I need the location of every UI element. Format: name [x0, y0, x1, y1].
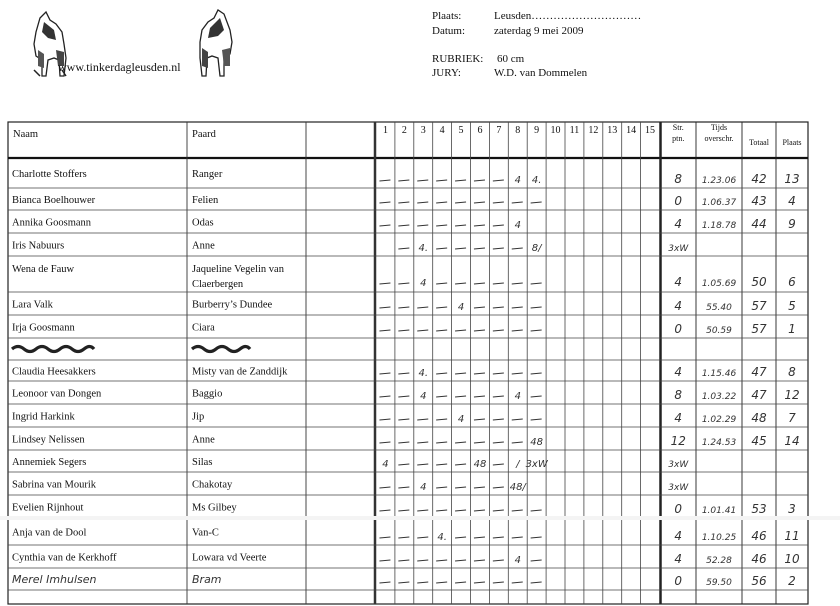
total-score: 57: [751, 322, 767, 336]
penalty-points: 12: [670, 434, 686, 448]
column-header-paard: Paard: [192, 129, 216, 140]
time-overrun: 50.59: [706, 326, 732, 336]
score-dash: [398, 248, 409, 249]
website-url: www.tinkerdagleusden.nl: [58, 60, 181, 74]
score-mark: 8/: [531, 243, 542, 254]
score-dash: [436, 373, 447, 374]
score-dash: [379, 202, 390, 203]
score-dash: [398, 396, 409, 397]
column-header-tijds: Tijds: [710, 123, 728, 132]
total-score: 42: [751, 172, 767, 186]
score-dash: [474, 560, 485, 561]
total-score: 56: [751, 574, 767, 588]
score-mark: 4: [514, 555, 521, 566]
plaats-label: Plaats:: [432, 10, 462, 22]
penalty-points: 3xW: [668, 483, 689, 493]
horse-name: Lowara vd Veerte: [192, 552, 267, 564]
score-dash: [474, 202, 485, 203]
placing: 7: [788, 411, 796, 425]
rider-name: Irja Goosmann: [12, 322, 75, 334]
score-dash: [417, 307, 428, 308]
score-dash: [474, 330, 485, 331]
total-score: 47: [751, 388, 767, 402]
score-dash: [436, 464, 447, 465]
score-dash: [436, 396, 447, 397]
sheet-gap: [0, 516, 840, 520]
placing: 8: [788, 365, 796, 379]
scribbled-horse: [192, 347, 250, 352]
rider-name: Charlotte Stoffers: [12, 169, 87, 180]
horse-name: Ciara: [192, 322, 215, 334]
score-dash: [398, 373, 409, 374]
horse-name: Odas: [192, 217, 214, 229]
rubriek-label: RUBRIEK:: [432, 53, 484, 65]
total-score: 44: [751, 217, 767, 231]
penalty-points: 8: [674, 172, 683, 186]
score-dash: [436, 560, 447, 561]
obstacle-number: 13: [607, 125, 618, 136]
obstacle-number: 4: [439, 125, 445, 136]
rider-name: Anja van de Dool: [12, 527, 87, 539]
column-header-ptn: ptn.: [672, 134, 685, 143]
score-dash: [493, 419, 504, 420]
score-dash: [417, 419, 428, 420]
obstacle-number: 11: [569, 125, 580, 136]
horse-name: Jaqueline Vegelin van: [192, 264, 284, 275]
score-dash: [493, 307, 504, 308]
jury-value: W.D. van Dommelen: [494, 67, 588, 79]
time-overrun: 1.01.41: [701, 506, 737, 516]
score-dash: [455, 225, 466, 226]
obstacle-number: 2: [401, 125, 407, 136]
score-dash: [379, 180, 390, 181]
score-dash: [474, 225, 485, 226]
rider-name: Iris Nabuurs: [12, 240, 65, 252]
score-dash: [455, 283, 466, 284]
time-overrun: 1.05.69: [701, 279, 737, 289]
penalty-points: 3xW: [668, 244, 689, 254]
rider-name: Annika Goosmann: [12, 217, 92, 229]
rider-name: Cynthia van de Kerkhoff: [12, 552, 117, 564]
rider-name: Sabrina van Mourik: [12, 479, 96, 491]
score-dash: [531, 202, 542, 203]
score-dash: [512, 248, 523, 249]
penalty-points: 0: [674, 502, 683, 516]
score-dash: [379, 373, 390, 374]
score-dash: [379, 330, 390, 331]
score-dash: [455, 373, 466, 374]
score-dash: [493, 248, 504, 249]
score-mark: 4.: [531, 175, 542, 186]
score-dash: [398, 225, 409, 226]
horse-name: Ms Gilbey: [192, 502, 237, 514]
score-dash: [417, 180, 428, 181]
score-dash: [417, 330, 428, 331]
rider-name: Ingrid Harkink: [12, 411, 75, 423]
score-dash: [455, 330, 466, 331]
table-border: [8, 122, 808, 604]
score-dash: [493, 202, 504, 203]
score-dash: [512, 307, 523, 308]
penalty-points: 4: [674, 217, 683, 231]
time-overrun: 1.10.25: [701, 533, 737, 543]
score-dash: [436, 202, 447, 203]
score-dash: [493, 560, 504, 561]
time-overrun: 52.28: [706, 556, 732, 566]
score-dash: [531, 373, 542, 374]
score-dash: [493, 180, 504, 181]
score-mark: 3xW: [525, 459, 548, 470]
score-mark: 48/: [509, 482, 526, 493]
score-dash: [436, 225, 447, 226]
score-dash: [474, 442, 485, 443]
horse-name: Jip: [192, 411, 205, 423]
rider-name: Bianca Boelhouwer: [12, 195, 96, 206]
score-dash: [398, 307, 409, 308]
score-dash: [379, 396, 390, 397]
score-mark: /: [516, 459, 520, 470]
placing: 14: [784, 434, 800, 448]
score-dash: [436, 510, 447, 511]
score-dash: [398, 537, 409, 538]
rider-name: Lara Valk: [12, 299, 53, 311]
score-dash: [493, 225, 504, 226]
time-overrun: 1.06.37: [701, 198, 737, 208]
rider-name: Wena de Fauw: [12, 264, 75, 275]
score-dash: [512, 330, 523, 331]
rider-name: Leonoor van Dongen: [12, 388, 102, 400]
score-dash: [474, 396, 485, 397]
score-dash: [455, 487, 466, 488]
penalty-points: 4: [674, 365, 683, 379]
horse-name: Van-C: [192, 527, 219, 539]
column-header-str: Str.: [672, 123, 684, 132]
penalty-points: 4: [674, 529, 683, 543]
scribbled-name: [12, 347, 94, 352]
score-dash: [379, 283, 390, 284]
score-dash: [474, 248, 485, 249]
score-dash: [474, 419, 485, 420]
score-dash: [417, 560, 428, 561]
obstacle-number: 12: [588, 125, 599, 136]
score-dash: [436, 487, 447, 488]
score-dash: [531, 307, 542, 308]
score-dash: [455, 180, 466, 181]
score-dash: [398, 560, 409, 561]
placing: 9: [788, 217, 796, 231]
time-overrun: 55.40: [706, 303, 732, 313]
score-dash: [493, 510, 504, 511]
score-dash: [455, 510, 466, 511]
column-header-naam: Naam: [13, 129, 39, 140]
horse-name: Felien: [192, 195, 219, 206]
score-dash: [379, 510, 390, 511]
horse-name: Burberry’s Dundee: [192, 299, 273, 311]
score-mark: 4: [420, 482, 427, 493]
rider-name: Claudia Heesakkers: [12, 366, 96, 378]
total-score: 46: [751, 552, 767, 566]
placing: 12: [784, 388, 800, 402]
score-dash: [512, 202, 523, 203]
score-dash: [379, 307, 390, 308]
placing: 5: [788, 299, 796, 313]
score-mark: 4: [457, 302, 465, 313]
score-dash: [455, 202, 466, 203]
score-dash: [493, 464, 504, 465]
score-dash: [398, 283, 409, 284]
score-dash: [455, 396, 466, 397]
score-dash: [398, 180, 409, 181]
horse-name: Bram: [192, 573, 222, 586]
rider-name: Annemiek Segers: [12, 457, 87, 468]
score-dash: [417, 442, 428, 443]
horse-name: Chakotay: [192, 479, 233, 491]
score-dash: [493, 330, 504, 331]
horse-name: Baggio: [192, 388, 223, 400]
score-dash: [512, 510, 523, 511]
datum-value: zaterdag 9 mei 2009: [494, 25, 584, 37]
placing: 3: [788, 502, 796, 516]
horse-name: Anne: [192, 434, 215, 446]
horse-name: Ranger: [192, 169, 223, 180]
rider-name: Merel Imhulsen: [12, 573, 97, 586]
rubriek-value: 60 cm: [497, 53, 525, 65]
score-dash: [531, 283, 542, 284]
score-dash: [455, 560, 466, 561]
time-overrun: 1.24.53: [701, 438, 737, 448]
column-header-plaats: Plaats: [782, 138, 802, 147]
score-dash: [417, 537, 428, 538]
score-mark: 4: [514, 220, 521, 231]
score-dash: [493, 283, 504, 284]
score-dash: [455, 464, 466, 465]
score-dash: [379, 442, 390, 443]
score-dash: [531, 560, 542, 561]
placing: 1: [788, 322, 796, 336]
obstacle-number: 3: [420, 125, 426, 136]
score-dash: [455, 582, 466, 583]
score-dash: [398, 442, 409, 443]
penalty-points: 4: [674, 299, 683, 313]
penalty-points: 4: [674, 275, 683, 289]
time-overrun: 1.02.29: [701, 415, 737, 425]
time-overrun: 59.50: [706, 578, 732, 588]
plaats-value: Leusden…………………………: [494, 10, 642, 22]
total-score: 57: [751, 299, 767, 313]
obstacle-number: 7: [496, 125, 502, 136]
placing: 4: [788, 194, 796, 208]
score-mark: 4: [457, 414, 465, 425]
jury-label: JURY:: [432, 67, 461, 79]
score-dash: [436, 442, 447, 443]
penalty-points: 0: [674, 322, 683, 336]
score-dash: [531, 396, 542, 397]
rider-name: Evelien Rijnhout: [12, 502, 84, 514]
score-mark: 4.: [418, 368, 429, 379]
score-dash: [379, 537, 390, 538]
score-dash: [379, 487, 390, 488]
obstacle-number: 9: [534, 125, 540, 136]
score-dash: [512, 373, 523, 374]
score-dash: [474, 180, 485, 181]
obstacle-number: 1: [382, 125, 388, 136]
score-mark: 4: [420, 391, 427, 402]
score-mark: 4: [514, 175, 521, 186]
horse-name: Anne: [192, 240, 215, 252]
penalty-points: 3xW: [668, 460, 689, 470]
score-dash: [493, 396, 504, 397]
score-dash: [531, 510, 542, 511]
score-mark: 4.: [437, 532, 447, 543]
score-mark: 4: [514, 391, 521, 402]
column-header-totaal: Totaal: [749, 138, 769, 147]
column-header-overschr: overschr.: [704, 134, 734, 143]
total-score: 47: [751, 365, 767, 379]
horse-name: Misty van de Zanddijk: [192, 366, 288, 378]
score-dash: [398, 582, 409, 583]
score-dash: [455, 248, 466, 249]
score-dash: [417, 464, 428, 465]
score-dash: [436, 419, 447, 420]
score-dash: [436, 283, 447, 284]
score-dash: [398, 202, 409, 203]
time-overrun: 1.15.46: [701, 369, 737, 379]
score-dash: [455, 537, 466, 538]
score-mark: 4: [382, 459, 389, 470]
score-dash: [455, 442, 466, 443]
score-dash: [417, 225, 428, 226]
score-dash: [398, 487, 409, 488]
score-dash: [379, 419, 390, 420]
score-dash: [512, 442, 523, 443]
score-dash: [493, 442, 504, 443]
score-dash: [417, 510, 428, 511]
score-mark: 4: [420, 278, 427, 289]
score-dash: [474, 510, 485, 511]
total-score: 46: [751, 529, 767, 543]
time-overrun: 1.03.22: [701, 392, 737, 402]
obstacle-number: 8: [515, 125, 521, 136]
obstacle-number: 5: [458, 125, 464, 136]
obstacle-number: 14: [626, 125, 637, 136]
score-dash: [398, 464, 409, 465]
score-dash: [474, 582, 485, 583]
placing: 13: [784, 172, 800, 186]
score-dash: [474, 373, 485, 374]
score-mark: 48: [473, 459, 487, 470]
score-mark: 48: [530, 437, 544, 448]
score-dash: [436, 330, 447, 331]
score-dash: [512, 419, 523, 420]
penalty-points: 4: [674, 552, 683, 566]
total-score: 43: [751, 194, 767, 208]
datum-label: Datum:: [432, 25, 465, 37]
score-dash: [436, 307, 447, 308]
score-dash: [531, 419, 542, 420]
placing: 11: [784, 529, 800, 543]
total-score: 48: [751, 411, 767, 425]
horse-name: Claerbergen: [192, 279, 244, 290]
penalty-points: 0: [674, 574, 683, 588]
penalty-points: 0: [674, 194, 683, 208]
score-dash: [474, 307, 485, 308]
score-mark: 4.: [418, 243, 429, 254]
score-dash: [531, 537, 542, 538]
score-dash: [493, 582, 504, 583]
penalty-points: 8: [674, 388, 683, 402]
horse-name: Silas: [192, 457, 213, 468]
total-score: 45: [751, 434, 767, 448]
score-dash: [436, 180, 447, 181]
score-dash: [398, 419, 409, 420]
rider-name: Lindsey Nelissen: [12, 434, 85, 446]
score-dash: [417, 582, 428, 583]
obstacle-number: 6: [477, 125, 483, 136]
score-dash: [379, 582, 390, 583]
score-dash: [493, 537, 504, 538]
placing: 10: [784, 552, 800, 566]
score-dash: [474, 283, 485, 284]
score-dash: [474, 487, 485, 488]
time-overrun: 1.18.78: [701, 221, 737, 231]
placing: 6: [788, 275, 796, 289]
obstacle-number: 10: [550, 125, 561, 136]
score-dash: [398, 330, 409, 331]
score-dash: [512, 537, 523, 538]
score-dash: [512, 582, 523, 583]
placing: 2: [788, 574, 796, 588]
score-dash: [417, 202, 428, 203]
total-score: 50: [751, 275, 767, 289]
score-dash: [379, 560, 390, 561]
score-dash: [474, 537, 485, 538]
score-dash: [512, 283, 523, 284]
score-dash: [436, 582, 447, 583]
obstacle-number: 15: [645, 125, 656, 136]
penalty-points: 4: [674, 411, 683, 425]
score-dash: [493, 487, 504, 488]
score-dash: [436, 248, 447, 249]
score-dash: [379, 225, 390, 226]
score-dash: [531, 330, 542, 331]
total-score: 53: [751, 502, 767, 516]
score-dash: [531, 582, 542, 583]
time-overrun: 1.23.06: [701, 176, 737, 186]
score-dash: [398, 510, 409, 511]
score-dash: [493, 373, 504, 374]
